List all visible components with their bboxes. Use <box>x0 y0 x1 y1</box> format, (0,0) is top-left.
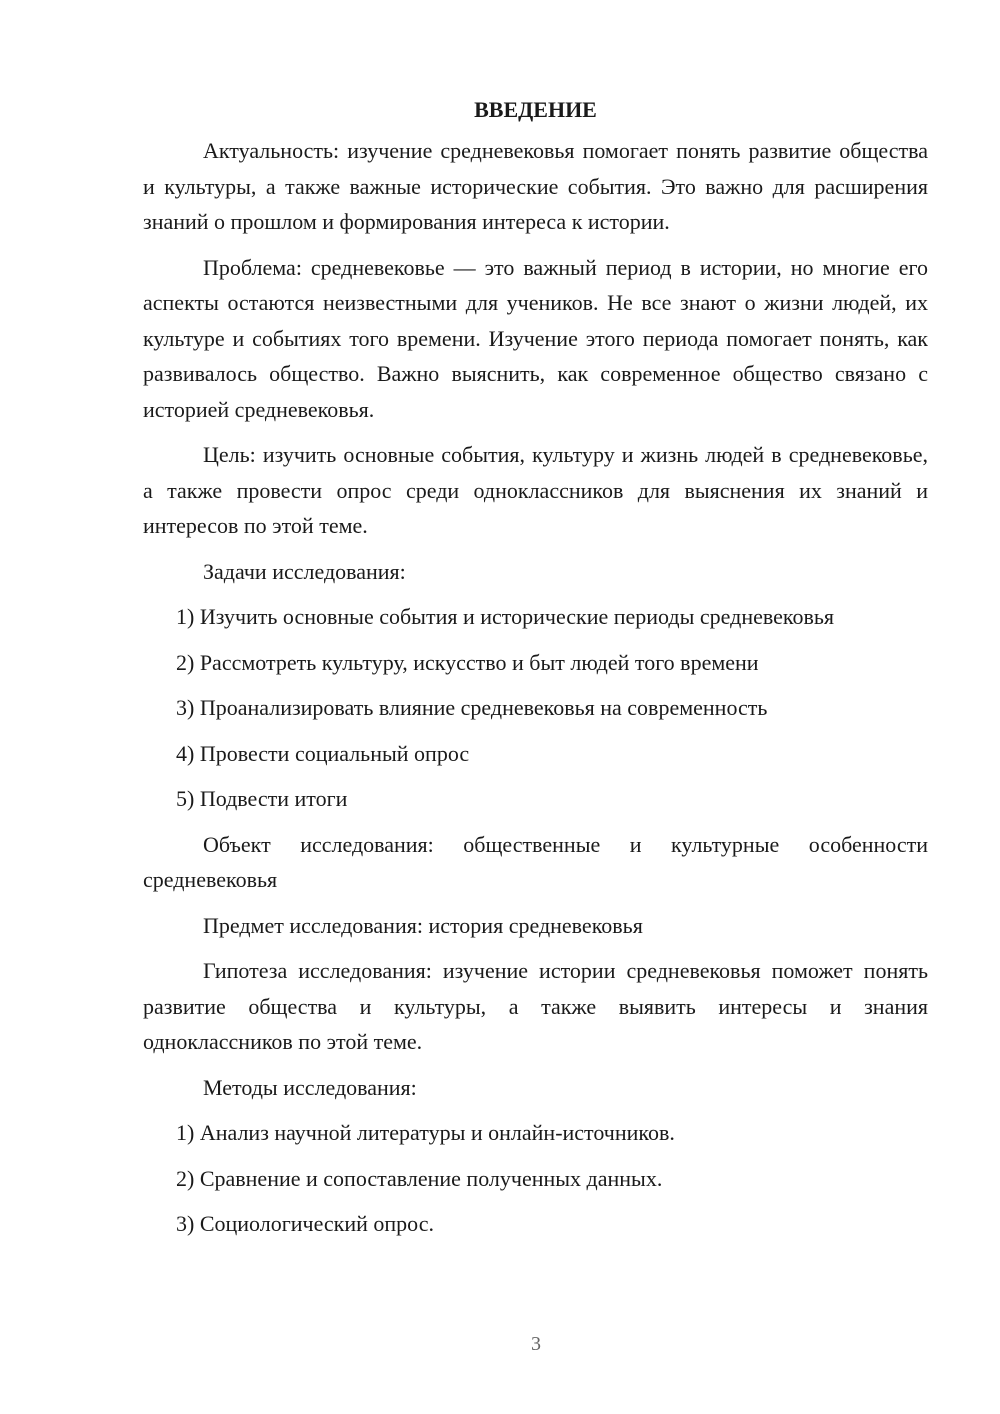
section-title: ВВЕДЕНИЕ <box>474 97 597 122</box>
list-item: 4) Провести социальный опрос <box>176 740 470 766</box>
list-item: 2) Сравнение и сопоставление полученных данных. <box>176 1165 663 1191</box>
page-content <box>143 95 928 1252</box>
list-item: 3) Проанализировать влияние средневековья на современность <box>176 695 768 720</box>
methods-list <box>143 1115 928 1242</box>
list-item: 1) Изучить основные события и исторические периоды средневековья <box>176 604 835 629</box>
problem-paragraph: Проблема: средневековье — это важный период в истории, но многие его аспекты остаются неизвестными для учеников. Не все знают о жизни людей, их культуре и событиях того времени. Изучение этого периода помогает понять, как развивалось общество. Важно выяснить, как современное общество связано с историей средневековья. <box>143 254 928 422</box>
goal-paragraph: Цель: изучить основные события, культуру и жизнь людей в средневековье, а также провести опрос среди одноклассников для выяснения их знаний и интересов по этой теме. <box>143 442 928 538</box>
list-item: 3) Социологический опрос. <box>176 1211 434 1236</box>
tasks-list <box>143 599 928 817</box>
object-paragraph: Объект исследования: общественные и культурные особенности средневековья <box>143 831 928 892</box>
list-item: 2) Рассмотреть культуру, искусство и быт людей того времени <box>176 649 759 675</box>
subject-paragraph: Предмет исследования: история средневековья <box>203 912 643 938</box>
hypothesis-paragraph: Гипотеза исследования: изучение истории средневековья поможет понять развитие общества и культуры, а также выявить интересы и знания одноклассников по этой теме. <box>143 958 928 1054</box>
relevance-paragraph: Актуальность: изучение средневековья помогает понять развитие общества и культуры, а также важные исторические события. Это важно для расширения знаний о прошлом и формирования интереса к истории. <box>143 138 928 234</box>
methods-heading: Методы исследования: <box>203 1074 417 1100</box>
tasks-heading: Задачи исследования: <box>203 558 406 584</box>
page-number: 3 <box>531 1333 541 1355</box>
list-item: 5) Подвести итоги <box>176 786 348 811</box>
list-item: 1) Анализ научной литературы и онлайн-источников. <box>176 1120 675 1145</box>
